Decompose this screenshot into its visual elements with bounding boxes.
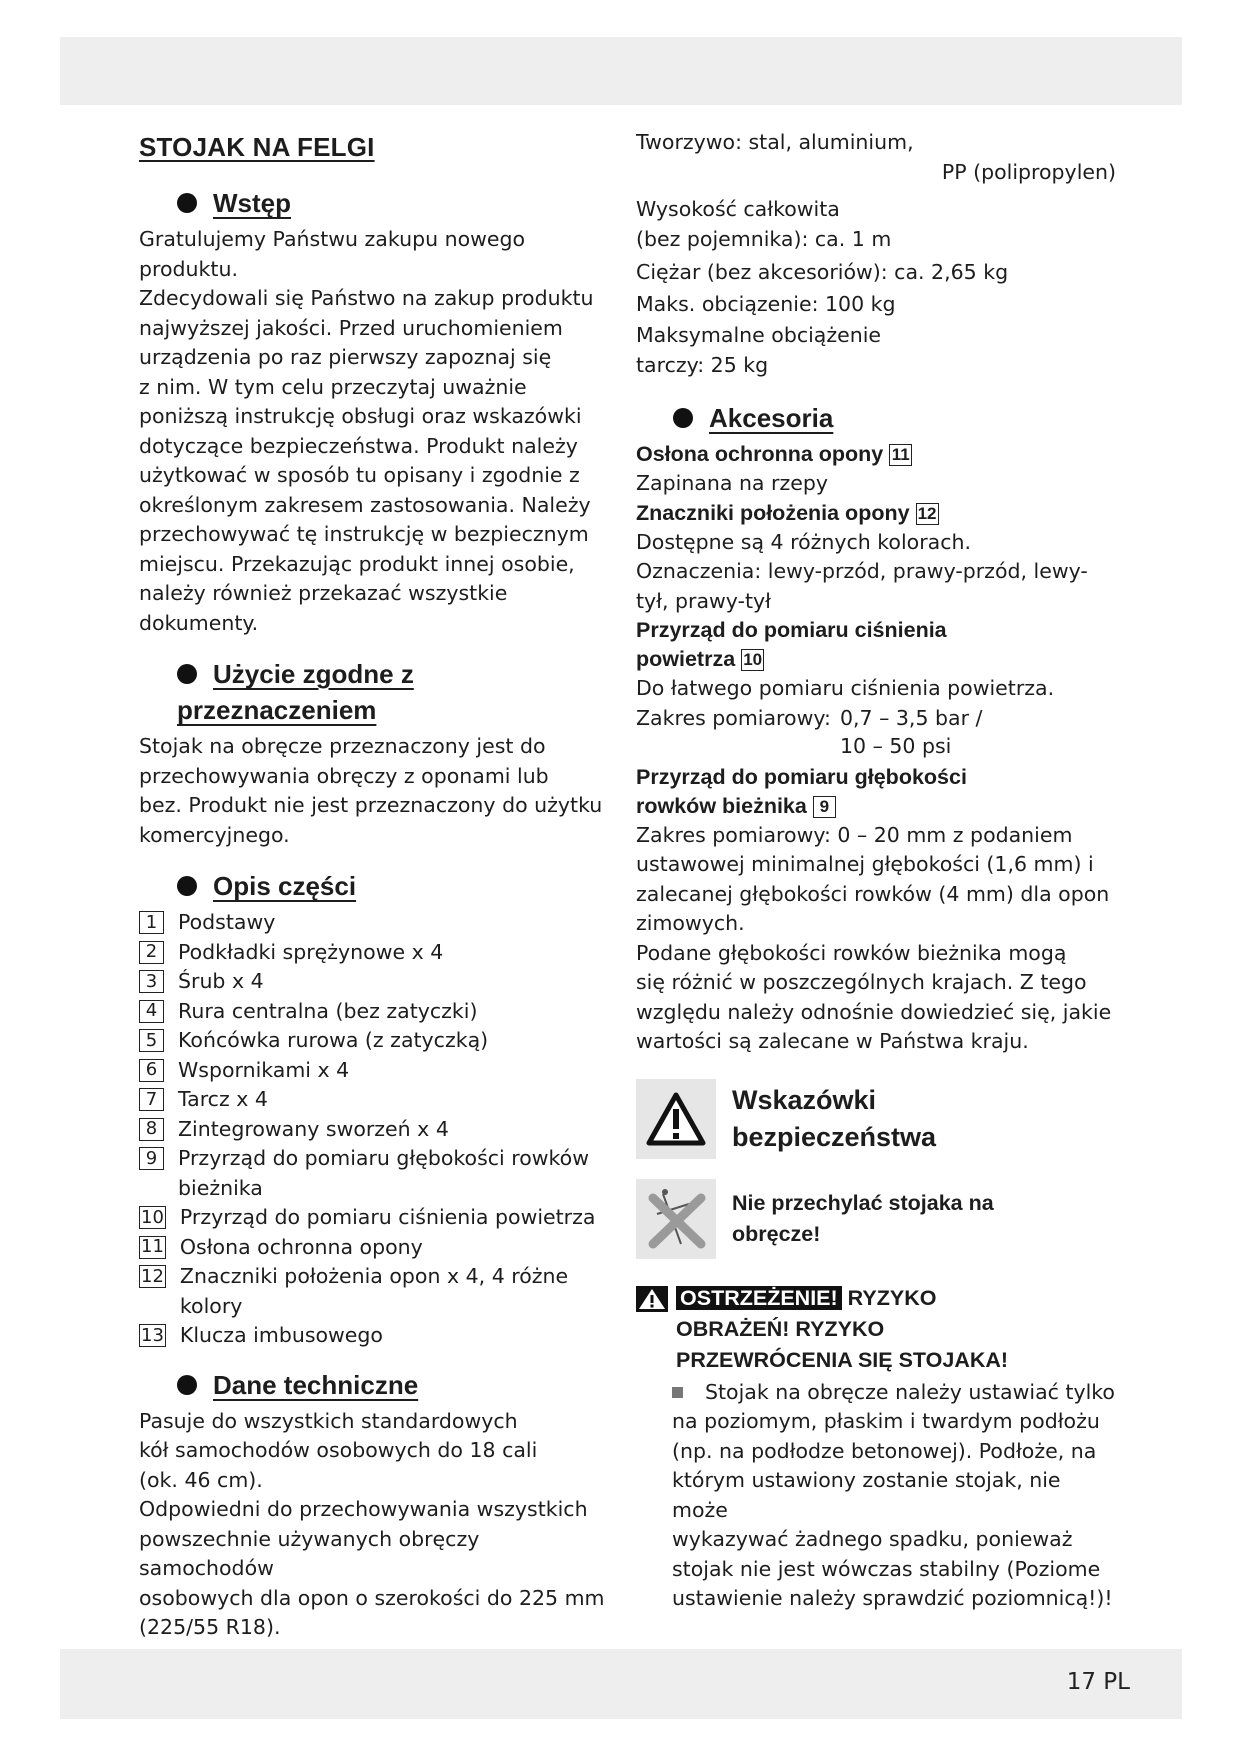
text-line: Zakres pomiarowy: 0 – 20 mm z podaniem bbox=[636, 822, 1073, 847]
usage-heading-line2: przeznaczeniem bbox=[177, 695, 377, 725]
part-number: 2 bbox=[139, 941, 164, 964]
cover-title bbox=[636, 440, 1116, 469]
list-item bbox=[139, 1026, 617, 1056]
section-usage-heading bbox=[139, 656, 617, 728]
disc-load-line: Maksymalne obciążenie bbox=[636, 323, 882, 347]
section-intro-heading bbox=[139, 185, 617, 221]
text-line: miejscu. Przekazując produkt innej osobie, bbox=[139, 551, 575, 576]
depth-title-text: rowków bieżnika bbox=[636, 793, 807, 818]
height-line: (bez pojemnika): ca. 1 m bbox=[636, 226, 892, 251]
max-load-line: Maks. obciązenie: 100 kg bbox=[636, 291, 896, 316]
text-line: wartości są zalecane w Państwa kraju. bbox=[636, 1029, 1029, 1053]
pressure-title-line1: Przyrząd do pomiaru ciśnienia bbox=[636, 618, 947, 642]
text-line: urządzenia po raz pierwszy zapoznaj się bbox=[139, 345, 552, 369]
markers-desc: Dostępne są 4 różnych kolorach. bbox=[636, 529, 971, 554]
text-line: bez. Produkt nie jest przeznaczony do użytku bbox=[139, 793, 603, 817]
list-item bbox=[139, 1233, 617, 1263]
text-line: najwyższej jakości. Przed uruchomieniem bbox=[139, 315, 563, 340]
part-label bbox=[180, 1262, 568, 1321]
part-label: Rura centralna (bez zatyczki) bbox=[178, 998, 478, 1023]
text-line: z nim. W tym celu przeczytaj uważnie bbox=[139, 374, 527, 399]
right-column bbox=[636, 128, 1116, 1614]
header-band bbox=[60, 37, 1182, 105]
text-line: komercyjnego. bbox=[139, 822, 290, 847]
bullet-continuation bbox=[672, 1407, 1116, 1614]
text-line: powszechnie używanych obręczy samochodów bbox=[139, 1526, 480, 1580]
cover-title-text: Osłona ochronna opony bbox=[636, 442, 884, 466]
section-tech-heading bbox=[139, 1367, 617, 1403]
text-line: (ok. 46 cm). bbox=[139, 1467, 263, 1492]
parts-heading: Opis części bbox=[213, 871, 357, 901]
part-label: Śrub x 4 bbox=[178, 969, 264, 993]
part-number: 7 bbox=[139, 1088, 164, 1111]
warning-label: OSTRZEŻENIE! bbox=[676, 1286, 842, 1310]
part-label: Końcówka rurowa (z zatyczką) bbox=[178, 1028, 489, 1052]
list-item bbox=[139, 1085, 617, 1115]
part-number: 4 bbox=[139, 1000, 164, 1023]
list-item bbox=[139, 938, 617, 968]
range-value: 0,7 – 3,5 bar / bbox=[840, 705, 983, 730]
tech-text bbox=[139, 1407, 617, 1643]
part-label: Osłona ochronna opony bbox=[179, 1234, 423, 1259]
danger-heading bbox=[636, 1283, 1116, 1376]
part-number: 3 bbox=[139, 970, 164, 993]
text-line: zalecanej głębokości rowków (4 mm) dla opon bbox=[636, 881, 1110, 906]
part-number: 10 bbox=[741, 649, 764, 671]
list-item bbox=[139, 1115, 617, 1145]
text-line: przechowywania obręczy z oponami lub bbox=[139, 763, 549, 788]
text-line: względu należy odnośnie dowiedzieć się, jakie bbox=[636, 999, 1112, 1024]
height-line: Wysokość całkowita bbox=[636, 197, 840, 221]
text-line: stojak nie jest wówczas stabilny (Poziome bbox=[672, 1556, 1101, 1581]
part-label: Przyrząd do pomiaru ciśnienia powietrza bbox=[179, 1205, 596, 1229]
pressure-desc: Do łatwego pomiaru ciśnienia powietrza. bbox=[636, 676, 1055, 700]
part-number: 12 bbox=[141, 1265, 164, 1287]
part-number: 10 bbox=[141, 1206, 164, 1228]
section-accessories-heading bbox=[636, 400, 1116, 436]
text-line: Pasuje do wszystkich standardowych bbox=[139, 1408, 518, 1433]
list-item bbox=[139, 1144, 617, 1203]
text-line: Podane głębokości rowków bieżnika mogą bbox=[636, 940, 1067, 965]
list-item bbox=[139, 908, 617, 938]
pressure-title-line2 bbox=[636, 645, 1116, 674]
text-line: Zdecydowali się Państwo na zakup produktu bbox=[139, 286, 594, 310]
parts-list bbox=[139, 908, 617, 1351]
weight-line: Ciężar (bez akcesoriów): ca. 2,65 kg bbox=[636, 260, 1009, 284]
text-line: Stojak na obręcze należy ustawiać tylko bbox=[705, 1379, 1115, 1404]
bullet-icon bbox=[673, 408, 693, 428]
no-tilting-icon bbox=[636, 1179, 716, 1259]
part-number: 5 bbox=[139, 1029, 164, 1052]
text-line: przechowywać tę instrukcję w bezpiecznym bbox=[139, 522, 589, 546]
text-line: się różnić w poszczególnych krajach. Z tego bbox=[636, 970, 1087, 994]
pressure-title-text: powietrza bbox=[636, 647, 736, 671]
depth-title-line2 bbox=[636, 792, 1116, 821]
range-label: Zakres pomiarowy: bbox=[636, 705, 831, 730]
part-label: Zintegrowany sworzeń x 4 bbox=[178, 1116, 449, 1141]
part-label-line: kolory bbox=[179, 1293, 243, 1318]
part-number: 11 bbox=[889, 444, 912, 466]
page-title: STOJAK NA FELGI bbox=[139, 132, 375, 162]
text-line: należy również przekazać wszystkie bbox=[139, 581, 508, 605]
list-item bbox=[139, 1262, 617, 1321]
pressure-range bbox=[636, 704, 1116, 733]
part-label: Wspornikami x 4 bbox=[178, 1057, 350, 1082]
safety-heading-block bbox=[636, 1079, 1116, 1159]
list-item bbox=[672, 1378, 1116, 1408]
part-number: 1 bbox=[139, 911, 164, 934]
footer-band bbox=[60, 1649, 1182, 1719]
usage-heading-line1: Użycie zgodne z bbox=[213, 659, 414, 689]
safety-heading-line: Wskazówki bbox=[732, 1084, 877, 1115]
part-number: 9 bbox=[139, 1147, 164, 1170]
pressure-range bbox=[636, 732, 1116, 761]
list-item bbox=[139, 997, 617, 1027]
text-line: (225/55 R18). bbox=[139, 1615, 281, 1639]
tech-heading: Dane techniczne bbox=[213, 1369, 419, 1400]
part-number: 8 bbox=[139, 1118, 164, 1141]
square-bullet-icon bbox=[672, 1387, 683, 1398]
part-label-line: Przyrząd do pomiaru głębokości rowków bbox=[178, 1146, 589, 1170]
danger-line: OBRAŻEŃ! RYZYKO bbox=[676, 1316, 885, 1341]
danger-text bbox=[676, 1283, 1008, 1376]
text-line: poniższą instrukcję obsługi oraz wskazówki bbox=[139, 404, 582, 428]
tilt-warning-block bbox=[636, 1179, 1116, 1259]
page-number: 17 PL bbox=[1066, 1669, 1130, 1695]
range-value: 10 – 50 psi bbox=[840, 734, 952, 758]
bullet-text bbox=[705, 1378, 1115, 1408]
markers-desc: tył, prawy-tył bbox=[636, 588, 771, 613]
text-line: (np. na podłodze betonowej). Podłoże, na bbox=[672, 1438, 1097, 1463]
accessories-heading: Akcesoria bbox=[709, 403, 834, 433]
list-item bbox=[139, 967, 617, 997]
text-line: zimowych. bbox=[636, 911, 745, 935]
tilt-warning-line: obręcze! bbox=[732, 1221, 821, 1246]
disc-load-line: tarczy: 25 kg bbox=[636, 352, 769, 377]
text-line: użytkować w sposób tu opisany i zgodnie z bbox=[139, 463, 580, 487]
part-number: 6 bbox=[139, 1059, 164, 1082]
text-line: określonym zakresem zastosowania. Należy bbox=[139, 492, 591, 517]
part-number: 9 bbox=[813, 796, 836, 818]
text-line: dotyczące bezpieczeństwa. Produkt należy bbox=[139, 433, 578, 458]
intro-text bbox=[139, 225, 617, 638]
part-label bbox=[178, 1144, 589, 1203]
warning-triangle-icon bbox=[636, 1079, 716, 1159]
danger-line bbox=[676, 1283, 1008, 1314]
left-column bbox=[139, 128, 617, 1643]
text-line: kół samochodów osobowych do 18 cali bbox=[139, 1438, 538, 1462]
part-label: Podkładki sprężynowe x 4 bbox=[178, 939, 444, 964]
part-number: 12 bbox=[916, 503, 939, 525]
part-number: 11 bbox=[141, 1236, 164, 1257]
material-line: PP (polipropylen) bbox=[941, 159, 1116, 184]
usage-text bbox=[139, 732, 617, 850]
part-label: Tarcz x 4 bbox=[178, 1087, 268, 1111]
markers-title bbox=[636, 499, 1116, 528]
tilt-warning-text bbox=[732, 1188, 994, 1250]
list-item bbox=[139, 1203, 617, 1233]
tilt-warning-line: Nie przechylać stojaka na bbox=[732, 1190, 994, 1215]
bullet-icon bbox=[177, 193, 197, 213]
part-label-line: bieżnika bbox=[178, 1175, 263, 1200]
material-line: Tworzywo: stal, aluminium, bbox=[636, 130, 914, 154]
part-label-line: Znaczniki położenia opon x 4, 4 różne bbox=[179, 1264, 569, 1288]
usage-heading bbox=[177, 656, 414, 728]
intro-heading: Wstęp bbox=[213, 188, 291, 218]
part-label: Podstawy bbox=[178, 910, 276, 934]
markers-desc: Oznaczenia: lewy-przód, prawy-przód, lewy- bbox=[636, 559, 1088, 583]
cover-desc: Zapinana na rzepy bbox=[636, 471, 828, 495]
text-line: dokumenty. bbox=[139, 610, 259, 635]
markers-title-text: Znaczniki położenia opony bbox=[636, 500, 910, 525]
text-line: na poziomym, płaskim i twardym podłożu bbox=[672, 1409, 1100, 1433]
text-line: Stojak na obręcze przeznaczony jest do bbox=[139, 734, 546, 758]
text-line: Odpowiedni do przechowywania wszystkich bbox=[139, 1497, 588, 1521]
part-label: Klucza imbusowego bbox=[179, 1323, 383, 1347]
depth-title-line1: Przyrząd do pomiaru głębokości bbox=[636, 764, 967, 789]
text-line: którym ustawiony zostanie stojak, nie może bbox=[672, 1468, 1061, 1522]
section-parts-heading bbox=[139, 868, 617, 904]
list-item bbox=[139, 1056, 617, 1086]
safety-heading bbox=[732, 1082, 936, 1156]
text-line: ustawowej minimalnej głębokości (1,6 mm) i bbox=[636, 852, 1094, 876]
text-line: Gratulujemy Państwu zakupu nowego produktu. bbox=[139, 227, 526, 281]
danger-line-text: RYZYKO bbox=[841, 1285, 937, 1310]
text-line: ustawienie należy sprawdzić poziomnicą!)! bbox=[672, 1586, 1113, 1610]
danger-line: PRZEWRÓCENIA SIĘ STOJAKA! bbox=[676, 1347, 1009, 1372]
danger-warning bbox=[636, 1283, 1116, 1614]
safety-heading-line: bezpieczeństwa bbox=[732, 1121, 937, 1152]
warning-sign-icon bbox=[636, 1286, 668, 1316]
part-number: 13 bbox=[141, 1324, 164, 1346]
text-line: wykazywać żadnego spadku, ponieważ bbox=[672, 1527, 1073, 1551]
bullet-icon bbox=[177, 876, 197, 896]
bullet-icon bbox=[177, 664, 197, 684]
bullet-icon bbox=[177, 1375, 197, 1395]
list-item bbox=[139, 1321, 617, 1351]
text-line: osobowych dla opon o szerokości do 225 mm bbox=[139, 1585, 605, 1610]
